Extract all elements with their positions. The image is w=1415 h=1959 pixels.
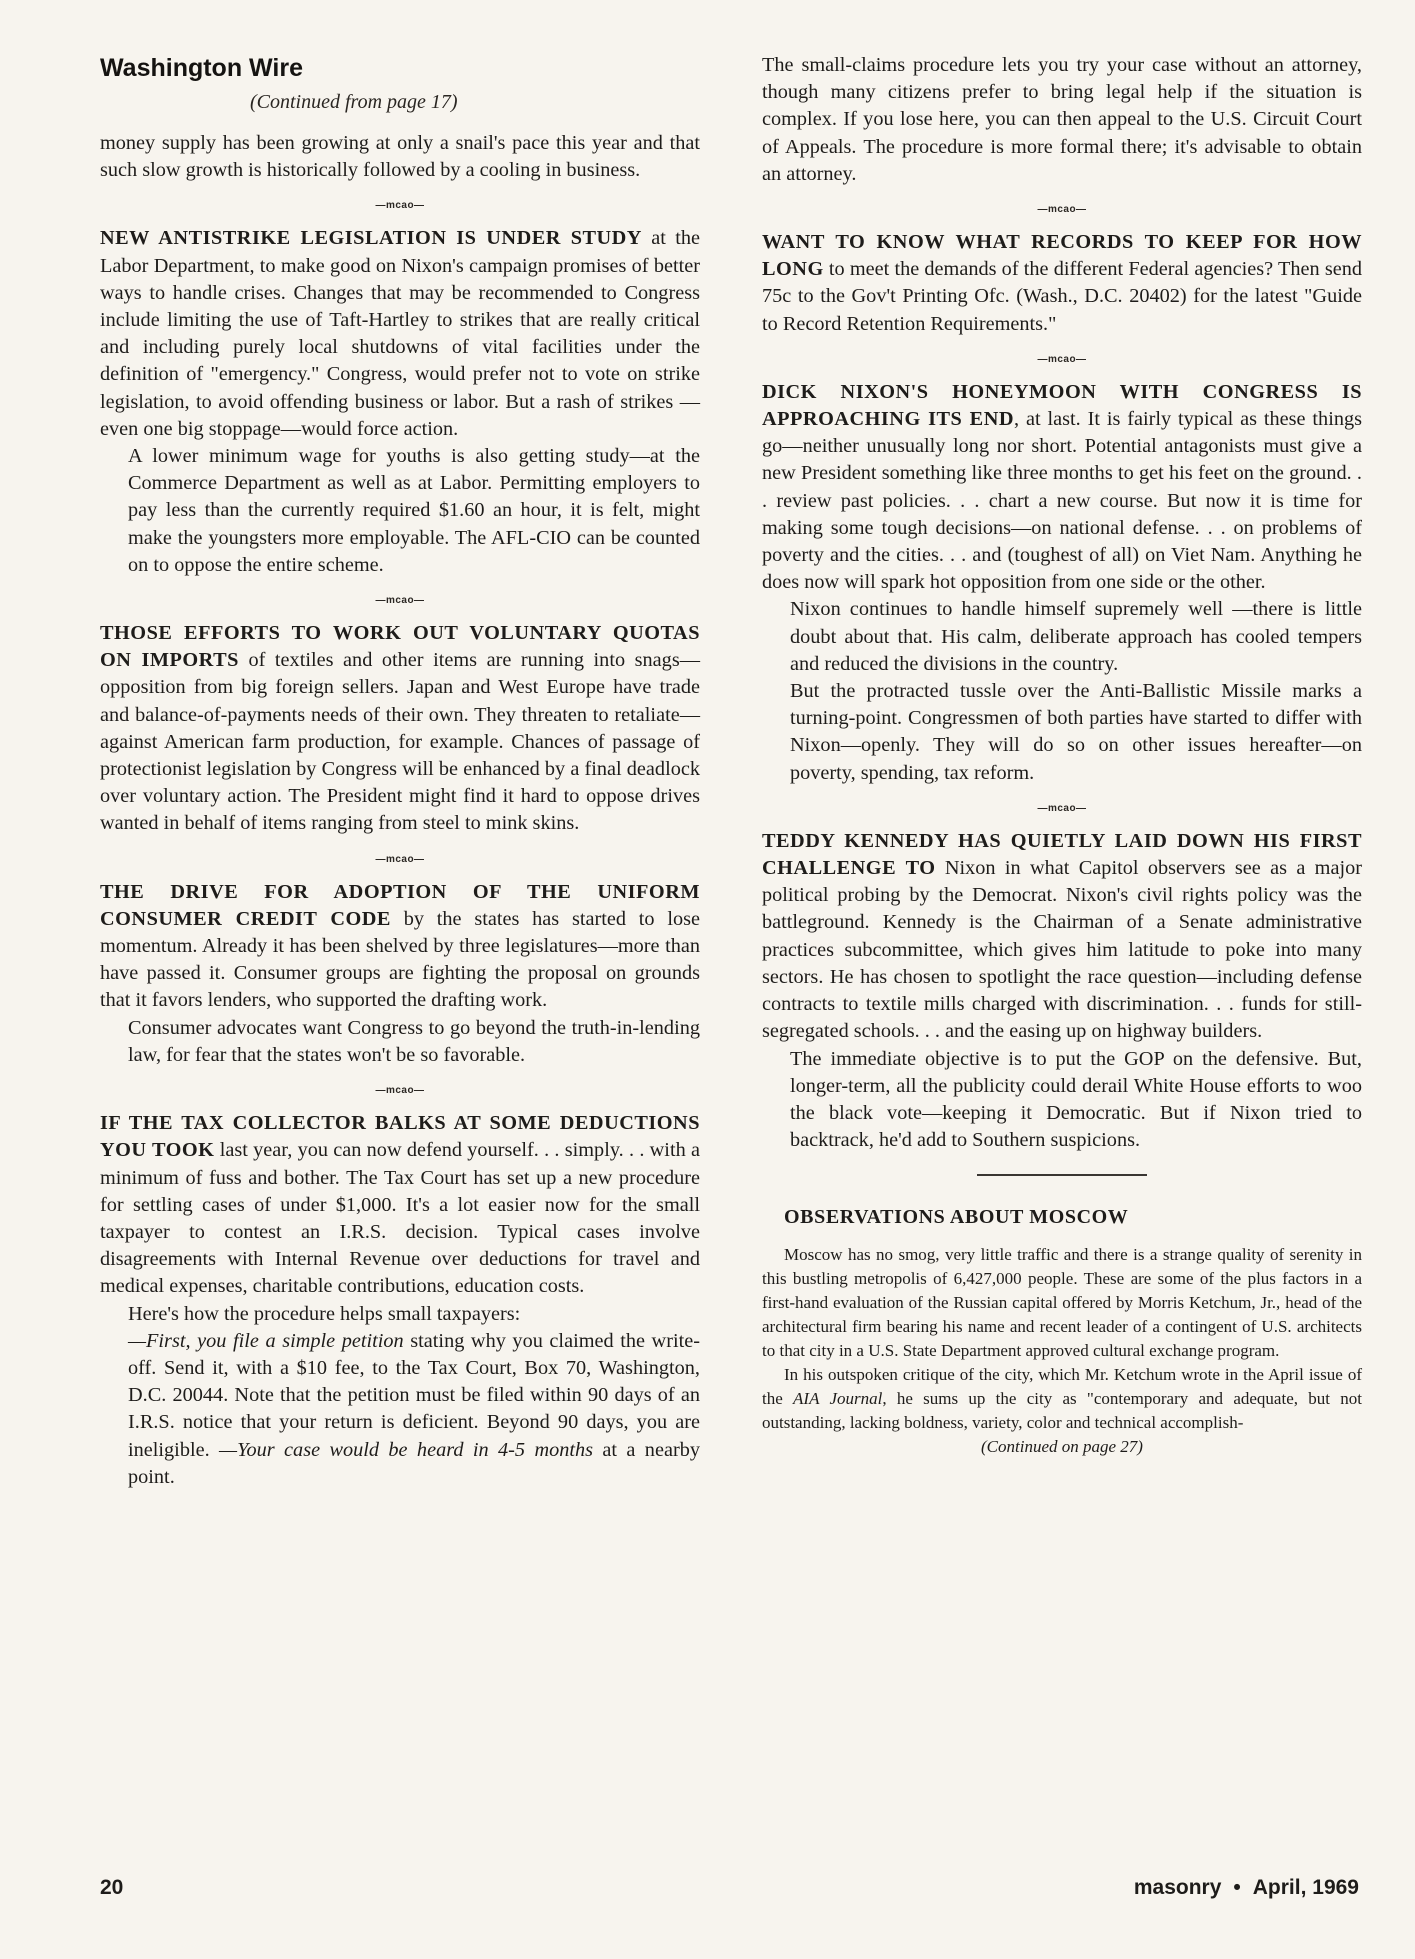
article-body: at the Labor Department, to make good on Nixon's campaign promises of better ways to handle crises. Changes that may be recommended to Congress include limiting the use of Taft-Hartley to strikes that are really critical and including purely local shutdowns of vital facilities under the definition of "emergency." Congress, would prefer not to vote on strike legislation, to avoid offending business or labor. But a rash of strikes —even one big stoppage—would force action. — [100, 227, 700, 440]
continued-from-note: (Continued from page 17) — [250, 91, 458, 113]
article-paragraph: Here's how the procedure helps small taxpayers: — [128, 1302, 521, 1325]
italic-phrase: —Your case would be heard in 4-5 months — [219, 1438, 594, 1461]
continued-paragraph: The small-claims procedure lets you try your case without an attorney, though many citizens prefer to bring legal help if the situation is complex. If you lose here, you can then appeal to the U.S. Circuit Court of Appeals. The procedure is more formal there; it's advisable to obtain an attorney. — [762, 54, 1362, 185]
right-column — [762, 52, 1362, 1457]
article-body: last year, you can now defend yourself. . . simply. . . with a minimum of fuss and bother. The Tax Court has set up a new procedure for settling cases of under $1,000. It's a lot easier now for the small taxpayer to contest an I.R.S. decision. Typical cases involve disagreements with Internal Revenue over deductions for travel and medical expenses, charitable contributions, education costs. — [100, 1139, 700, 1298]
separator: —mcao— — [375, 853, 425, 865]
article-body: , he sums up the city as "contemporary and adequate, but not outstanding, lacking boldness, variety, color and technical accomplish- — [762, 1389, 1362, 1433]
separator: —mcao— — [1037, 802, 1087, 814]
separator: —mcao— — [375, 1085, 425, 1097]
article-antistrike — [100, 225, 700, 443]
article-headline: THE DRIVE FOR ADOPTION OF THE UNIFORM CONSUMER CREDIT CODE — [100, 880, 700, 930]
continued-on-note: (Continued on page 27) — [981, 1437, 1143, 1457]
article-body: stating why you claimed the write-off. Send it, with a $10 fee, to the Tax Court, Box 70, Washington, D.C. 20044. Note that the petition must be filed within 90 days of an I.R.S. notice that your return is deficient. Beyond 90 days, you are ineligible. — [128, 1329, 700, 1461]
column-title: Washington Wire — [100, 54, 304, 82]
separator: —mcao— — [375, 200, 425, 212]
article-headline: IF THE TAX COLLECTOR BALKS AT SOME DEDUCTIONS YOU TOOK — [100, 1112, 700, 1162]
article-tax-collector — [100, 1110, 700, 1300]
footer-publication — [1134, 1876, 1359, 1900]
article-body: Nixon in what Capitol observers see as a major political probing by the Democrat. Nixon's civil rights policy was the battleground. Kennedy is the Chairman of a Senate administrative practices subcommittee, which gives him latitude to poke into many sectors. He has chosen to spotlight the race question—including defense contracts to textile mills charged with discrimination. . . funds for still-segregated schools. . . and the easing up on highway builders. — [762, 857, 1362, 1043]
publication-name: masonry — [1133, 1876, 1222, 1899]
article-paragraph: The immediate objective is to put the GOP on the defensive. But, longer-term, all the publicity could derail White House efforts to woo the black vote—keeping it Democratic. But if Nixon tried to backtrack, he'd add to Southern suspicions. — [790, 1047, 1362, 1152]
article-body: of textiles and other items are running into snags—opposition from big foreign sellers. Japan and West Europe have trade and balance-of-payments needs of their own. They threaten to retaliate—against American farm production, for example. Chances of passage of protectionist legislation by Congress will be enhanced by a final deadlock over voluntary action. The President might find it hard to oppose drives wanted in behalf of items ranging from steel to mink skins. — [100, 649, 700, 835]
separator: —mcao— — [1037, 353, 1087, 365]
article-import-quotas — [100, 620, 700, 838]
article-body: In his outspoken critique of the city, which Mr. Ketchum wrote in the April issue of the — [762, 1365, 1362, 1409]
article-paragraph: A lower minimum wage for youths is also getting study—at the Commerce Department as well as at Labor. Permitting employers to pay less than the currently required $1.60 an hour, it is felt, might make the youngsters more employable. The AFL-CIO can be counted on to oppose the entire scheme. — [128, 445, 700, 576]
article-headline: THOSE EFFORTS TO WORK OUT VOLUNTARY QUOTAS ON IMPORTS — [100, 622, 700, 672]
article-headline: WANT TO KNOW WHAT RECORDS TO KEEP FOR HOW LONG — [762, 231, 1362, 281]
observations-paragraph — [762, 1363, 1362, 1435]
section-divider — [977, 1174, 1147, 1176]
article-paragraph: Nixon continues to handle himself supremely well —there is little doubt about that. His calm, deliberate approach has cooled tempers and reduced the divisions in the country. — [790, 598, 1362, 675]
observations-section — [762, 1206, 1362, 1457]
separator: —mcao— — [375, 595, 425, 607]
italic-phrase: —First, you file a simple petition — [128, 1329, 404, 1352]
article-headline: DICK NIXON'S HONEYMOON WITH CONGRESS IS APPROACHING ITS END — [762, 380, 1362, 431]
article-body: by the states has started to lose momentum. Already it has been shelved by three legislatures—more than have passed it. Consumer groups are fighting the proposal on grounds that it favors lenders, who supported the drafting work. — [100, 907, 700, 1012]
issue-date: April, 1969 — [1252, 1876, 1359, 1899]
article-headline: TEDDY KENNEDY HAS QUIETLY LAID DOWN HIS FIRST CHALLENGE TO — [762, 829, 1362, 880]
page-number: 20 — [100, 1876, 124, 1899]
intro-paragraph: money supply has been growing at only a snail's pace this year and that such slow growth is historically followed by a cooling in business. — [100, 132, 700, 182]
journal-title: AIA Journal — [793, 1389, 883, 1409]
article-nixon-honeymoon — [762, 379, 1362, 597]
article-headline: NEW ANTISTRIKE LEGISLATION IS UNDER STUDY — [100, 227, 642, 250]
article-body: at a nearby point. — [128, 1438, 700, 1488]
separator: —mcao— — [1037, 204, 1087, 216]
article-records — [762, 229, 1362, 338]
bullet-separator: • — [1233, 1876, 1241, 1899]
article-kennedy — [762, 828, 1362, 1046]
article-paragraph — [100, 1328, 700, 1491]
article-body: , at last. It is fairly typical as these things go—neither unusually long nor short. Potential antagonists must give a new President something like three months to get his feet on the ground. . . review past policies. . . chart a new course. But now it is time for making some tough decisions—on national defense. . . on problems of poverty and the cities. . . and (toughest of all) on Viet Nam. Anything he does now will spark hot opposition from one side or the other. — [762, 408, 1362, 594]
left-column — [100, 52, 700, 1491]
section-title: OBSERVATIONS ABOUT MOSCOW — [784, 1206, 1129, 1229]
article-body: to meet the demands of the different Federal agencies? Then send 75c to the Gov't Printing Ofc. (Wash., D.C. 20402) for the latest "Guide to Record Retention Requirements." — [762, 258, 1362, 335]
article-paragraph: Consumer advocates want Congress to go beyond the truth-in-lending law, for fear that the states won't be so favorable. — [128, 1016, 700, 1066]
article-paragraph: But the protracted tussle over the Anti-Ballistic Missile marks a turning-point. Congressmen of both parties have started to differ with Nixon—openly. They will do so on other issues hereafter—on poverty, spending, tax reform. — [790, 680, 1362, 784]
article-consumer-credit — [100, 879, 700, 1015]
observations-paragraph: Moscow has no smog, very little traffic and there is a strange quality of serenity in this bustling metropolis of 6,427,000 people. These are some of the plus factors in a first-hand evaluation of the Russian capital offered by Morris Ketchum, Jr., head of the architectural firm bearing his name and recent leader of a contingent of U.S. architects to that city in a U.S. State Department approved cultural exchange program. — [762, 1245, 1362, 1361]
